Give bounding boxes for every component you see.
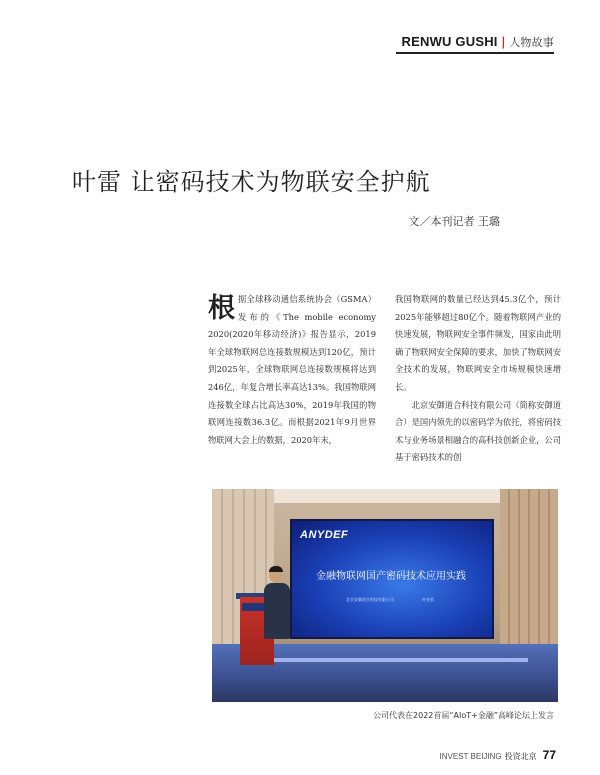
article-byline: 文／本刊记者 王璐 [408,215,500,228]
screen-company: 北京安御道合科技有限公司 [346,597,394,602]
publication-chinese: 投资北京 [504,752,537,761]
speaker-figure [264,583,290,639]
brand-chinese: 人物故事 [509,37,554,49]
running-header [0,34,600,54]
screen-title: 金融物联网国产密码技术应用实践 [316,571,466,582]
photo-stage-lights [242,658,528,662]
body-column-left [208,291,376,449]
event-photo [212,489,558,702]
screen-logo: ANYDEF [300,529,349,541]
article-title: 叶雷 让密码技术为物联安全护航 [72,168,431,196]
publication-latin: INVEST BEIJING [439,752,502,761]
brand-latin: RENWU GUSHI [401,34,498,49]
page-footer [440,748,556,762]
drop-cap: 根 [208,293,235,324]
screen-speaker: 叶金雷 [422,597,434,602]
header-rule [396,52,554,54]
speaker-hair [269,566,283,572]
section-brand [402,34,554,50]
right-column-paragraph-1: 我国物联网的数量已经达到45.3亿个，预计2025年能够超过80亿个。随着物联网产业的快速发展，物联网安全事件频发，国家由此明确了物联网安全保障的要求，加快了物联网安全技术的发展，物联网安全市场规模快速增长。 [395,294,561,392]
left-column-text: 据全球移动通信系统协会（GSMA）发布的《The mobile economy 2020(2020年移动经济)》报告显示，2019年全球物联网总连接数规模达到120亿，预计到2025年，全球物联网总连接数规模将达到246亿，年复合增长率高达13%。我国物联网连接数全球占比高达30%，2019年我国的物联网连接数36.3亿。而根据2021年9月世界物联网大会上的数据，2020年末， [208,294,376,445]
right-column-paragraph-2: 北京安御道合科技有限公司（简称安御道合）是国内领先的以密码学为依托，将密码技术与业务场景相融合的高科技创新企业，公司基于密码技术的创 [395,399,561,463]
page-number: 77 [542,748,556,762]
brand-separator: | [501,34,506,49]
photo-caption: 公司代表在2022首届“AIoT+金融”高峰论坛上发言 [373,711,554,720]
body-column-right [395,291,561,467]
presentation-screen [290,519,494,639]
